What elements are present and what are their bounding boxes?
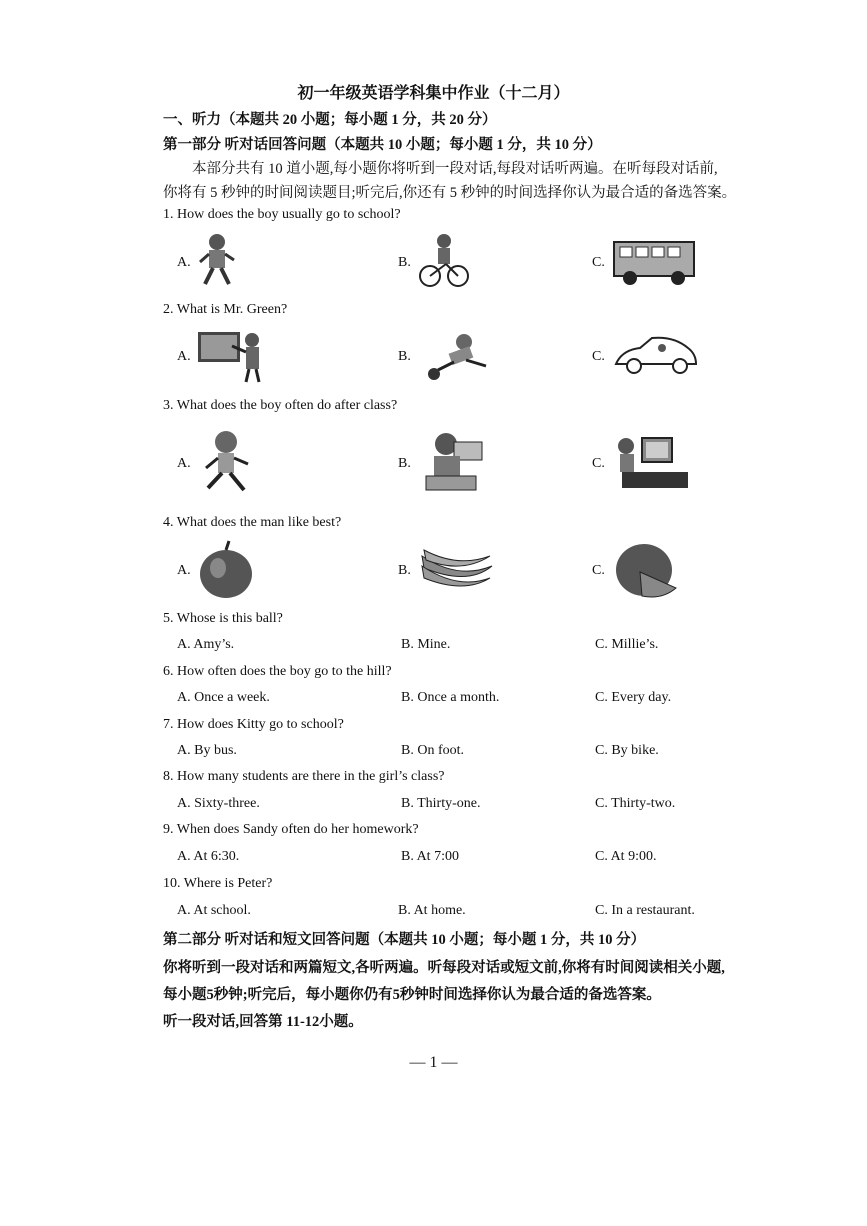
option-c: C. By bike. (595, 743, 659, 758)
option-label: C. (592, 255, 605, 270)
question-7: 7. How does Kitty go to school? (163, 717, 344, 732)
option-label: C. (592, 563, 605, 578)
boy-reading-image (420, 430, 488, 494)
option-label: A. (177, 563, 191, 578)
option-a: A. Sixty-three. (177, 796, 260, 811)
instruction-line-2: 你将有 5 秒钟的时间阅读题目;听完后,你还有 5 秒钟的时间选择你认为最合适的备选答案。 (163, 185, 737, 201)
option-label: B. (398, 255, 411, 270)
option-label: B. (398, 456, 411, 471)
question-9: 9. When does Sandy often do her homework? (163, 822, 419, 837)
option-b: B. Thirty-one. (401, 796, 481, 811)
option-c: C. Every day. (595, 690, 672, 705)
football-player-image (420, 330, 496, 382)
school-bus-image (612, 236, 698, 288)
car-image (612, 334, 698, 378)
option-label: A. (177, 456, 191, 471)
option-label: A. (177, 349, 191, 364)
option-label: B. (398, 349, 411, 364)
teacher-at-blackboard-image (196, 328, 270, 384)
option-label: B. (398, 563, 411, 578)
part2-heading: 第二部分 听对话和短文回答问题（本题共 10 小题；每小题 1 分，共 10 分） (163, 932, 646, 948)
part1-heading: 第一部分 听对话回答问题（本题共 10 小题；每小题 1 分，共 10 分） (163, 137, 602, 153)
question-4: 4. What does the man like best? (163, 515, 342, 530)
question-10: 10. Where is Peter? (163, 876, 273, 891)
page-title: 初一年级英语学科集中作业（十二月） (297, 85, 570, 102)
watermelon-image (612, 542, 680, 600)
option-label: C. (592, 349, 605, 364)
option-b: B. At home. (398, 903, 466, 918)
option-c: C. Thirty-two. (595, 796, 676, 811)
option-label: C. (592, 456, 605, 471)
option-a: A. At 6:30. (177, 849, 240, 864)
option-b: B. At 7:00 (401, 849, 459, 864)
boy-running-image (198, 428, 256, 496)
section-heading: 一、听力（本题共 20 小题；每小题 1 分，共 20 分） (163, 112, 497, 128)
option-c: C. Millie’s. (595, 637, 659, 652)
question-8: 8. How many students are there in the girl’s class? (163, 769, 445, 784)
option-a: A. Amy’s. (177, 637, 235, 652)
option-a: A. By bus. (177, 743, 237, 758)
part2-line-1: 你将听到一段对话和两篇短文,各听两遍。听每段对话或短文前,你将有时间阅读相关小题, (163, 960, 725, 976)
question-6: 6. How often does the boy go to the hill? (163, 664, 392, 679)
option-a: A. At school. (177, 903, 251, 918)
option-c: C. At 9:00. (595, 849, 657, 864)
boy-at-computer-image (612, 434, 690, 492)
part2-line-2: 每小题5秒钟;听完后，每小题你仍有5秒钟时间选择你认为最合适的备选答案。 (163, 987, 661, 1003)
bananas-image (418, 546, 496, 588)
option-label: A. (177, 255, 191, 270)
boy-walking-image (195, 232, 239, 288)
page-number: — 1 — (409, 1054, 458, 1071)
option-b: B. Mine. (401, 637, 451, 652)
question-1: 1. How does the boy usually go to school? (163, 207, 401, 222)
question-5: 5. Whose is this ball? (163, 611, 283, 626)
instruction-line-1: 本部分共有 10 道小题,每小题你将听到一段对话,每段对话听两遍。在听每段对话前, (192, 161, 718, 177)
question-3: 3. What does the boy often do after class? (163, 398, 398, 413)
question-2: 2. What is Mr. Green? (163, 302, 288, 317)
option-c: C. In a restaurant. (595, 903, 695, 918)
option-b: B. Once a month. (401, 690, 500, 705)
part2-line-3: 听一段对话,回答第 11-12小题。 (163, 1014, 363, 1030)
option-b: B. On foot. (401, 743, 464, 758)
apple-image (196, 538, 256, 600)
option-a: A. Once a week. (177, 690, 270, 705)
boy-on-bike-image (418, 232, 470, 290)
